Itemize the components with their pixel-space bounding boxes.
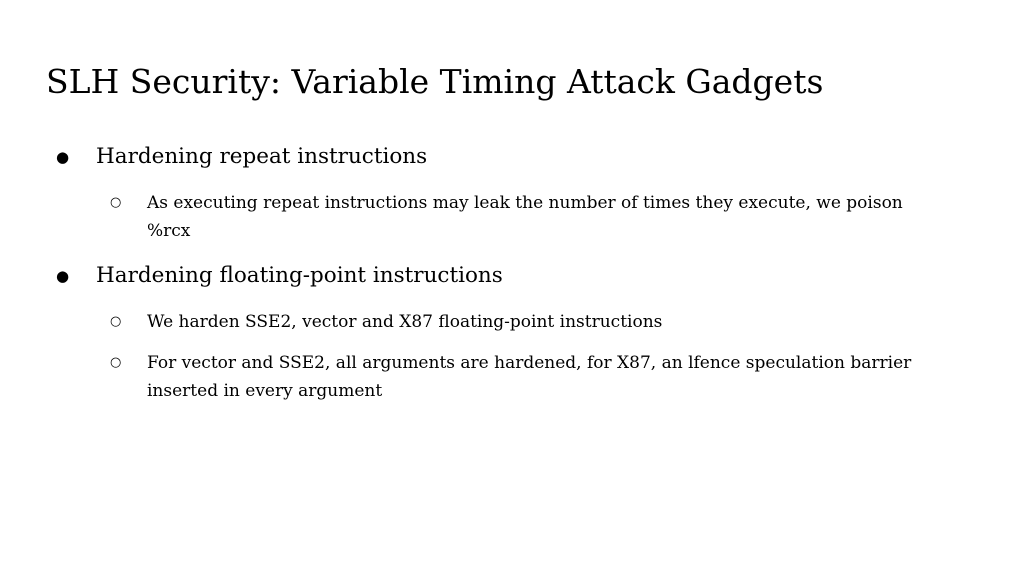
hollow-bullet-icon: ○ [110,355,122,370]
hollow-bullet-icon: ○ [110,195,122,210]
bullet-heading: Hardening repeat instructions [96,144,428,169]
slide-title: SLH Security: Variable Timing Attack Gadgets [46,62,824,101]
hollow-bullet-icon: ○ [110,314,122,329]
filled-bullet-icon: ● [56,267,70,285]
bullet-text: As executing repeat instructions may leak the number of times they execute, we poison %rcx [147,193,903,241]
filled-bullet-icon: ● [56,148,70,166]
bullet-heading: Hardening floating-point instructions [96,263,503,288]
bullet-text: We harden SSE2, vector and X87 floating-point instructions [147,312,663,332]
bullet-text: For vector and SSE2, all arguments are hardened, for X87, an lfence speculation barrier inserted in every argument [147,353,912,401]
